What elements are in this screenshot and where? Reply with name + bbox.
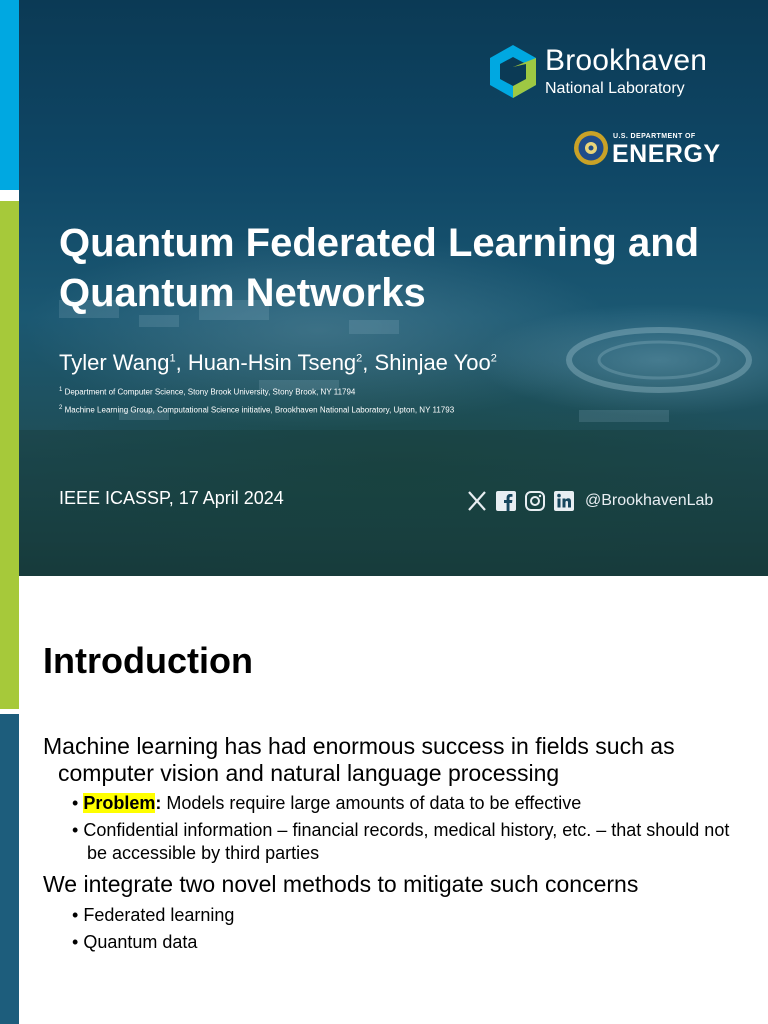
sub-bullet-problem xyxy=(72,792,737,815)
accent-stripe-blue xyxy=(0,0,19,190)
affiliation-2 xyxy=(59,405,454,415)
accent-stripe-green xyxy=(0,201,19,709)
affiliation-mark: 2 xyxy=(59,405,63,411)
instagram-icon[interactable] xyxy=(524,490,546,512)
x-icon[interactable] xyxy=(466,490,488,512)
main-point-1: Machine learning has had enormous success in fields such as computer vision and natural language processing xyxy=(43,733,675,786)
bullet-glyph: • xyxy=(72,820,79,840)
affiliation-mark: 1 xyxy=(59,387,63,393)
sub-bullet-quantum xyxy=(72,931,737,954)
label-colon: : xyxy=(155,793,162,813)
accent-stripe-navy xyxy=(0,714,19,1024)
author-name: Huan-Hsin Tseng xyxy=(187,350,357,375)
bullet-glyph: • xyxy=(72,932,79,952)
brand-subtitle: National Laboratory xyxy=(545,80,685,97)
affiliation-text: Department of Computer Science, Stony Brook University, Stony Brook, NY 11794 xyxy=(64,387,356,397)
social-links xyxy=(466,489,713,513)
sub-bullet-federated xyxy=(72,904,737,927)
sub-bullet-text: Models require large amounts of data to be effective xyxy=(161,793,582,813)
facebook-icon[interactable] xyxy=(495,490,517,512)
sub-bullet-text: Confidential information – financial records, medical history, etc. – that should not be accessible by third parties xyxy=(83,820,730,863)
affiliation-1 xyxy=(59,387,355,397)
author-affiliation-mark: 1 xyxy=(169,352,176,365)
author-affiliation-mark: 2 xyxy=(356,352,363,365)
doe-seal-icon xyxy=(573,130,609,166)
social-handle[interactable]: @BrookhavenLab xyxy=(585,492,714,509)
author-affiliation-mark: 2 xyxy=(490,352,497,365)
author-list: Tyler Wang$^1$, Huan-Hsin Tseng$^2$, Shinjae Yoo$^2$ xyxy=(59,350,497,375)
section-heading: Introduction xyxy=(43,640,253,681)
main-point-2: We integrate two novel methods to mitigate such concerns xyxy=(43,871,639,897)
problem-label-highlight: Problem xyxy=(83,793,156,813)
bullet-glyph: • xyxy=(72,793,79,813)
sub-bullet-text: Federated learning xyxy=(83,905,235,925)
author-name: Shinjae Yoo xyxy=(374,350,491,375)
linkedin-icon[interactable] xyxy=(553,490,575,512)
affiliation-text: Machine Learning Group, Computational Science initiative, Brookhaven National Laboratory, Upton, NY 11793 xyxy=(64,405,455,415)
doe-label-big: ENERGY xyxy=(612,140,721,168)
author-name: Tyler Wang xyxy=(59,350,170,375)
sub-bullet-confidential xyxy=(72,819,737,865)
doe-label-small: U.S. DEPARTMENT OF xyxy=(613,133,696,140)
bullet-glyph: • xyxy=(72,905,79,925)
brand-name: Brookhaven xyxy=(545,44,708,77)
sub-bullet-text: Quantum data xyxy=(83,932,198,952)
presentation-title: Quantum Federated Learning and Quantum Networks xyxy=(59,221,700,315)
title-slide xyxy=(19,0,768,576)
venue-date: IEEE ICASSP, 17 April 2024 xyxy=(59,488,284,508)
